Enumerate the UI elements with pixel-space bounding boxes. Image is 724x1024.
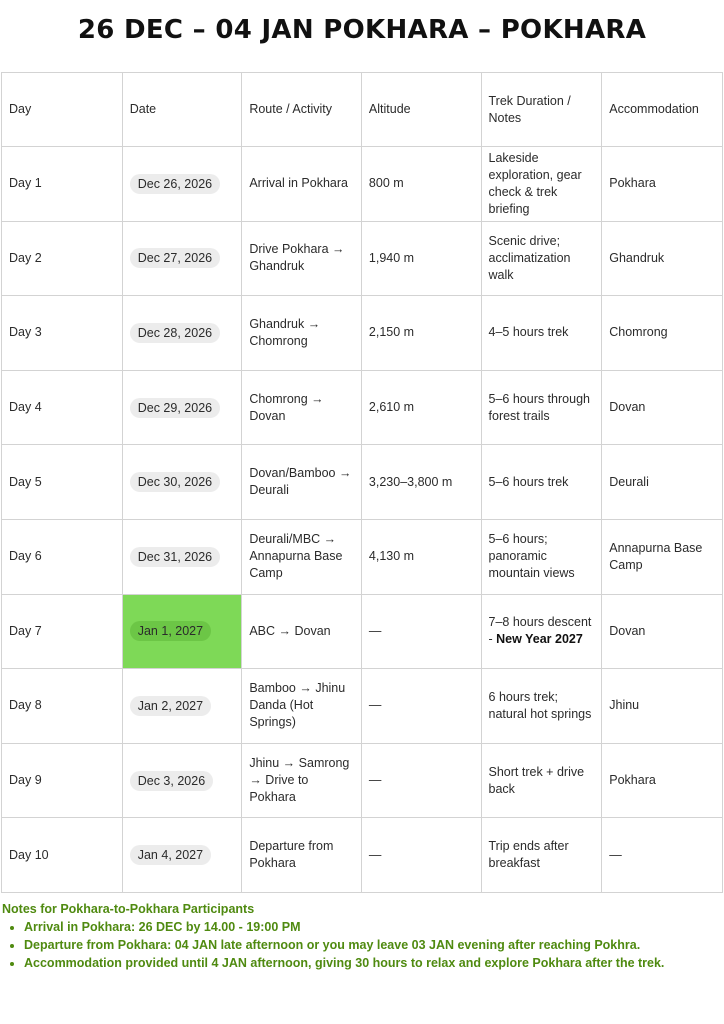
notes-heading: Notes for Pokhara-to-Pokhara Participants — [2, 902, 255, 916]
cell-day: Day 6 — [2, 519, 123, 594]
cell-date — [122, 818, 242, 893]
cell-notes — [481, 743, 602, 818]
cell-altitude: 2,150 m — [361, 296, 481, 371]
cell-notes — [481, 818, 602, 893]
cell-date — [122, 445, 242, 520]
cell-route: Departure from Pokhara — [242, 818, 362, 893]
cell-date — [122, 147, 242, 222]
header-altitude: Altitude — [361, 73, 481, 147]
cell-altitude: — — [361, 594, 481, 669]
cell-accommodation: Chomrong — [602, 296, 723, 371]
table-row — [2, 147, 723, 222]
date-chip: Dec 27, 2026 — [130, 248, 220, 268]
cell-notes — [481, 370, 602, 445]
date-chip: Dec 3, 2026 — [130, 771, 213, 791]
cell-altitude: 1,940 m — [361, 221, 481, 296]
note-item: • Departure from Pokhara: 04 JAN late afternoon or you may leave 03 JAN evening after reaching Pokhra. — [24, 936, 720, 954]
cell-date — [122, 743, 242, 818]
cell-altitude: — — [361, 743, 481, 818]
notes-text: Short trek + drive back — [488, 764, 585, 796]
notes-text: 5–6 hours trek — [488, 474, 569, 489]
cell-route: Bamboo → Jhinu Danda (Hot Springs) — [242, 669, 362, 744]
cell-accommodation: — — [602, 818, 723, 893]
cell-route: Ghandruk → Chomrong — [242, 296, 362, 371]
cell-notes — [481, 669, 602, 744]
date-chip: Dec 31, 2026 — [130, 547, 220, 567]
cell-day: Day 2 — [2, 221, 123, 296]
cell-accommodation: Dovan — [602, 370, 723, 445]
cell-notes — [481, 296, 602, 371]
table-row — [2, 370, 723, 445]
cell-day: Day 1 — [2, 147, 123, 222]
page-title: 26 DEC – 04 JAN POKHARA – POKHARA — [77, 15, 647, 45]
header-route: Route / Activity — [242, 73, 362, 147]
header-date: Date — [122, 73, 242, 147]
table-row — [2, 743, 723, 818]
cell-accommodation: Dovan — [602, 594, 723, 669]
table-row — [2, 296, 723, 371]
cell-day: Day 3 — [2, 296, 123, 371]
date-chip: Jan 1, 2027 — [130, 621, 211, 641]
cell-accommodation: Deurali — [602, 445, 723, 520]
notes-text: 5–6 hours through forest trails — [488, 391, 590, 423]
date-chip: Dec 26, 2026 — [130, 174, 220, 194]
notes-text: Scenic drive; acclimatization walk — [488, 233, 571, 282]
cell-day: Day 7 — [2, 594, 123, 669]
cell-date — [122, 296, 242, 371]
cell-altitude: 800 m — [361, 147, 481, 222]
cell-notes — [481, 221, 602, 296]
cell-date — [122, 594, 242, 669]
date-chip: Jan 2, 2027 — [130, 696, 211, 716]
cell-altitude: — — [361, 818, 481, 893]
cell-notes — [481, 147, 602, 222]
cell-altitude: — — [361, 669, 481, 744]
table-row — [2, 669, 723, 744]
notes-highlight: New Year 2027 — [496, 632, 583, 647]
notes-text: 7–8 hours descent - — [488, 615, 592, 647]
cell-day: Day 4 — [2, 370, 123, 445]
cell-accommodation: Jhinu — [602, 669, 723, 744]
cell-route: Jhinu → Samrong → Drive to Pokhara — [242, 743, 362, 818]
notes-text: Lakeside exploration, gear check & trek briefing — [488, 150, 582, 216]
table-row — [2, 519, 723, 594]
notes-text: 4–5 hours trek — [488, 325, 569, 340]
cell-route: Arrival in Pokhara — [242, 147, 362, 222]
header-day: Day — [2, 73, 123, 147]
participant-notes — [2, 900, 720, 972]
cell-route: Chomrong → Dovan — [242, 370, 362, 445]
notes-text: Trip ends after breakfast — [488, 839, 569, 871]
header-notes: Trek Duration / Notes — [481, 73, 602, 147]
cell-accommodation: Pokhara — [602, 743, 723, 818]
table-row — [2, 445, 723, 520]
cell-accommodation: Pokhara — [602, 147, 723, 222]
note-item: • Arrival in Pokhara: 26 DEC by 14.00 - 19:00 PM — [24, 918, 720, 936]
cell-day: Day 8 — [2, 669, 123, 744]
cell-date — [122, 370, 242, 445]
cell-route: Deurali/MBC → Annapurna Base Camp — [242, 519, 362, 594]
header-accommodation: Accommodation — [602, 73, 723, 147]
date-chip: Jan 4, 2027 — [130, 845, 211, 865]
table-header-row — [2, 73, 723, 147]
table-row — [2, 818, 723, 893]
cell-altitude: 2,610 m — [361, 370, 481, 445]
cell-date — [122, 221, 242, 296]
cell-accommodation: Annapurna Base Camp — [602, 519, 723, 594]
cell-altitude: 3,230–3,800 m — [361, 445, 481, 520]
note-item: • Accommodation provided until 4 JAN afternoon, giving 30 hours to relax and explore Pokhara after the trek. — [24, 954, 720, 972]
cell-notes — [481, 594, 602, 669]
cell-accommodation: Ghandruk — [602, 221, 723, 296]
date-chip: Dec 28, 2026 — [130, 323, 220, 343]
date-chip: Dec 29, 2026 — [130, 398, 220, 418]
table-row — [2, 221, 723, 296]
cell-day: Day 5 — [2, 445, 123, 520]
date-chip: Dec 30, 2026 — [130, 472, 220, 492]
cell-route: Dovan/Bamboo → Deurali — [242, 445, 362, 520]
cell-day: Day 9 — [2, 743, 123, 818]
cell-day: Day 10 — [2, 818, 123, 893]
cell-altitude: 4,130 m — [361, 519, 481, 594]
notes-list — [2, 918, 720, 972]
itinerary-table — [1, 72, 723, 893]
notes-text: 6 hours trek; natural hot springs — [488, 689, 592, 721]
cell-route: ABC → Dovan — [242, 594, 362, 669]
table-row — [2, 594, 723, 669]
cell-date — [122, 519, 242, 594]
cell-route: Drive Pokhara → Ghandruk — [242, 221, 362, 296]
cell-notes — [481, 519, 602, 594]
cell-date — [122, 669, 242, 744]
cell-notes — [481, 445, 602, 520]
notes-text: 5–6 hours; panoramic mountain views — [488, 532, 575, 581]
